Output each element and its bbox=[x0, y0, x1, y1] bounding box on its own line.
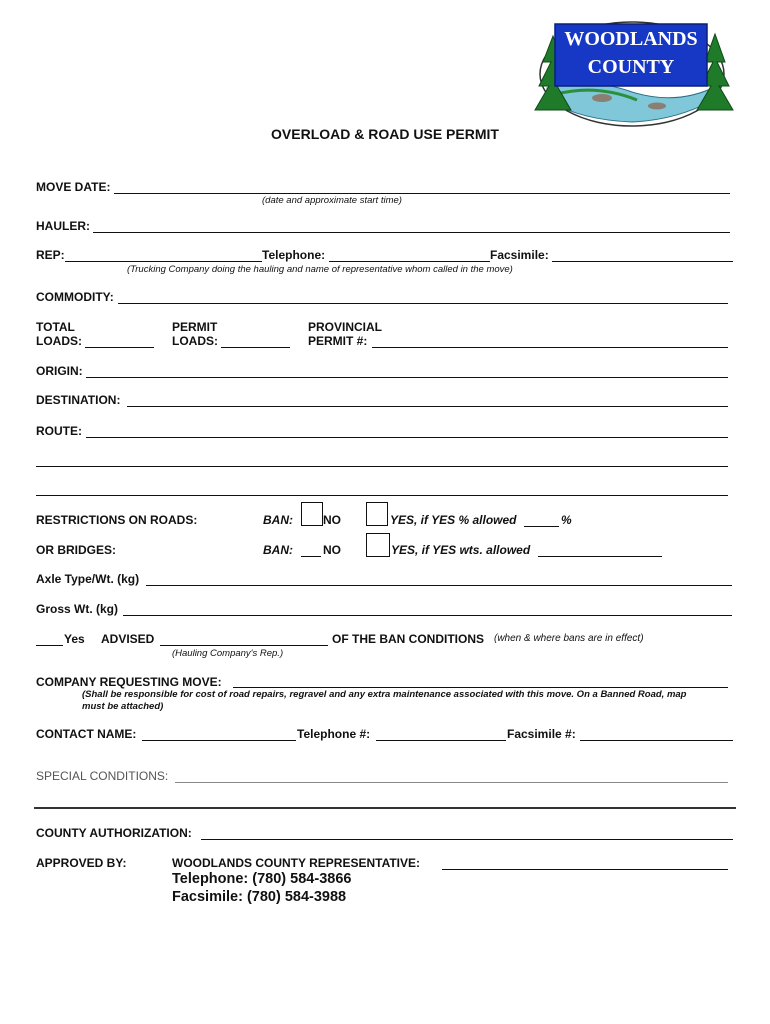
restrictions-yes-label: YES, if YES % allowed bbox=[390, 513, 517, 527]
restrictions-yes-checkbox[interactable] bbox=[366, 502, 388, 526]
contact-telephone-label: Telephone #: bbox=[297, 727, 371, 741]
permit-loads-field[interactable] bbox=[221, 347, 290, 348]
move-date-note: (date and approximate start time) bbox=[262, 195, 402, 206]
route-label: ROUTE: bbox=[36, 424, 82, 438]
contact-name-label: CONTACT NAME: bbox=[36, 727, 137, 741]
commodity-label: COMMODITY: bbox=[36, 290, 114, 304]
provincial-permit-field[interactable] bbox=[372, 347, 728, 348]
rep-facsimile-label: Facsimile: bbox=[490, 248, 549, 262]
rep-telephone-field[interactable] bbox=[329, 261, 490, 262]
provincial-permit-label-2: PERMIT #: bbox=[308, 334, 368, 348]
bridges-label: OR BRIDGES: bbox=[36, 543, 117, 557]
rep-telephone-label: Telephone: bbox=[262, 248, 326, 262]
special-conditions-field[interactable] bbox=[175, 782, 728, 783]
county-facsimile: Facsimile: (780) 584-3988 bbox=[172, 889, 347, 905]
advised-rep-field[interactable] bbox=[160, 645, 328, 646]
route-field-line-3[interactable] bbox=[36, 495, 728, 496]
section-divider bbox=[34, 807, 736, 809]
route-field-line-2[interactable] bbox=[36, 466, 728, 467]
logo-text-line2: COUNTY bbox=[587, 56, 675, 78]
ban-conditions-note: (when & where bans are in effect) bbox=[494, 633, 644, 644]
restrictions-percent-sign: % bbox=[561, 513, 572, 527]
route-field[interactable] bbox=[86, 437, 728, 438]
contact-facsimile-field[interactable] bbox=[580, 740, 733, 741]
axle-label: Axle Type/Wt. (kg) bbox=[36, 572, 140, 586]
bridges-yes-checkbox[interactable] bbox=[366, 533, 390, 557]
gross-weight-label: Gross Wt. (kg) bbox=[36, 602, 119, 616]
advised-yes-label: Yes bbox=[64, 632, 85, 646]
county-authorization-field[interactable] bbox=[201, 839, 733, 840]
company-requesting-field[interactable] bbox=[233, 687, 728, 688]
contact-facsimile-label: Facsimile #: bbox=[507, 727, 576, 741]
advised-yes-field[interactable] bbox=[36, 645, 63, 646]
hauler-label: HAULER: bbox=[36, 219, 90, 233]
restrictions-ban-label: BAN: bbox=[263, 513, 293, 527]
origin-label: ORIGIN: bbox=[36, 364, 83, 378]
permit-loads-label-2: LOADS: bbox=[172, 334, 218, 348]
advised-label: ADVISED bbox=[101, 632, 155, 646]
company-responsibility-note-1: (Shall be responsible for cost of road repairs, regravel and any extra maintenance associated with this move. On a Banned Road, map bbox=[82, 689, 687, 700]
logo-text-line1: WOODLANDS bbox=[564, 28, 698, 50]
total-loads-field[interactable] bbox=[85, 347, 154, 348]
rep-label: REP: bbox=[36, 248, 65, 262]
restrictions-percent-field[interactable] bbox=[524, 526, 559, 527]
county-representative-label: WOODLANDS COUNTY REPRESENTATIVE: bbox=[172, 856, 421, 870]
contact-telephone-field[interactable] bbox=[376, 740, 506, 741]
county-authorization-label: COUNTY AUTHORIZATION: bbox=[36, 826, 192, 840]
commodity-field[interactable] bbox=[118, 303, 728, 304]
bridges-no-label: NO bbox=[323, 543, 341, 557]
bridges-ban-label: BAN: bbox=[263, 543, 293, 557]
restrictions-label: RESTRICTIONS ON ROADS: bbox=[36, 513, 198, 527]
company-requesting-label: COMPANY REQUESTING MOVE: bbox=[36, 675, 222, 689]
rep-facsimile-field[interactable] bbox=[552, 261, 733, 262]
hauler-field[interactable] bbox=[93, 232, 730, 233]
destination-field[interactable] bbox=[127, 406, 728, 407]
total-loads-label-1: TOTAL bbox=[36, 320, 75, 334]
rep-field[interactable] bbox=[65, 261, 262, 262]
move-date-field[interactable] bbox=[114, 193, 730, 194]
permit-loads-label-1: PERMIT bbox=[172, 320, 218, 334]
rep-note: (Trucking Company doing the hauling and name of representative whom called in the move) bbox=[127, 264, 513, 275]
county-telephone: Telephone: (780) 584-3866 bbox=[172, 871, 352, 887]
advised-rep-note: (Hauling Company's Rep.) bbox=[172, 648, 284, 659]
move-date-label: MOVE DATE: bbox=[36, 180, 111, 194]
bridges-no-field[interactable] bbox=[301, 556, 321, 557]
restrictions-no-checkbox[interactable] bbox=[301, 502, 323, 526]
approved-by-label: APPROVED BY: bbox=[36, 856, 127, 870]
contact-name-field[interactable] bbox=[142, 740, 296, 741]
gross-weight-field[interactable] bbox=[123, 615, 732, 616]
origin-field[interactable] bbox=[86, 377, 728, 378]
county-representative-field[interactable] bbox=[442, 869, 728, 870]
destination-label: DESTINATION: bbox=[36, 393, 121, 407]
provincial-permit-label-1: PROVINCIAL bbox=[308, 320, 383, 334]
special-conditions-label: SPECIAL CONDITIONS: bbox=[36, 769, 169, 783]
company-responsibility-note-2: must be attached) bbox=[82, 701, 164, 712]
ban-conditions-label: OF THE BAN CONDITIONS bbox=[332, 632, 484, 646]
bridges-weight-field[interactable] bbox=[538, 556, 662, 557]
restrictions-no-label: NO bbox=[323, 513, 341, 527]
county-logo bbox=[527, 16, 737, 128]
bridges-yes-label: YES, if YES wts. allowed bbox=[391, 543, 531, 557]
page-title: OVERLOAD & ROAD USE PERMIT bbox=[271, 126, 499, 142]
axle-field[interactable] bbox=[146, 585, 732, 586]
total-loads-label-2: LOADS: bbox=[36, 334, 82, 348]
